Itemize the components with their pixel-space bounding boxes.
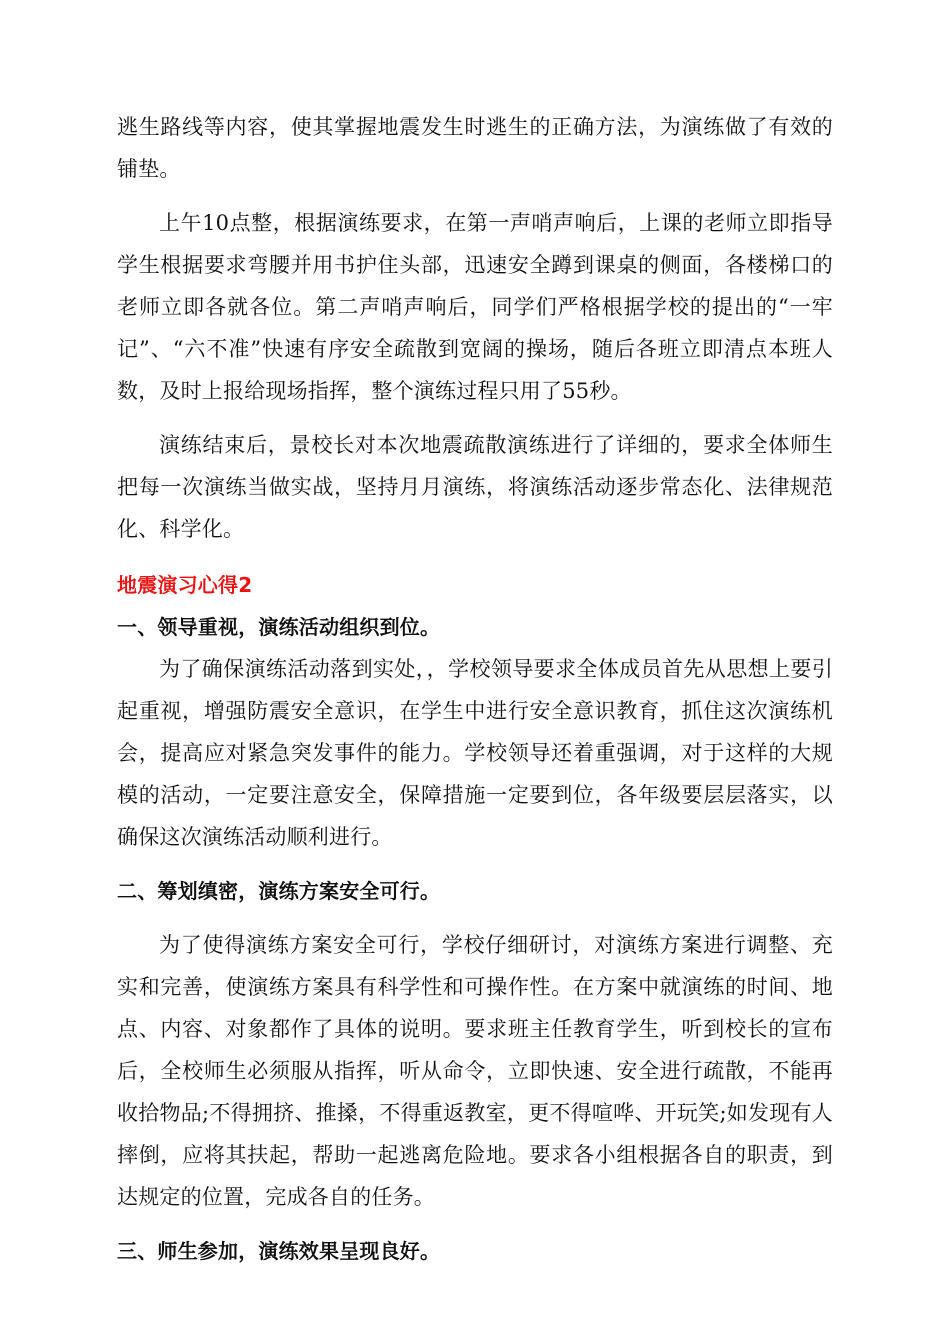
section-heading-2: 二、筹划缜密，演练方案安全可行。 <box>117 879 441 903</box>
paragraph-drill-process: 上午10点整，根据演练要求，在第一声哨声响后，上课的老师立即指导学生根据要求弯腰并用书护住头部，迅速安全蹲到课桌的侧面，各楼梯口的老师立即各就各位。第二声哨声响后，同学们严格根据学校的提出的“一牢记”、“六不准”快速有序安全疏散到宽阔的操场，随后各班立即清点本班人数，及时上报给现场指挥，整个演练过程只用了55秒。 <box>117 211 833 403</box>
document-body <box>117 106 833 1272</box>
section-title: 地震演习心得2 <box>117 573 253 597</box>
section-heading-3: 三、师生参加，演练效果呈现良好。 <box>117 1239 441 1263</box>
paragraph-drill-summary: 演练结束后，景校长对本次地震疏散演练进行了详细的，要求全体师生把每一次演练当做实战，坚持月月演练，将演练活动逐步常态化、法律规范化、科学化。 <box>117 433 833 541</box>
section-heading-1: 一、领导重视，演练活动组织到位。 <box>117 615 441 639</box>
paragraph-continued: 逃生路线等内容，使其掌握地震发生时逃生的正确方法，为演练做了有效的铺垫。 <box>117 115 833 181</box>
section-body-2: 为了使得演练方案安全可行，学校仔细研讨，对演练方案进行调整、充实和完善，使演练方案具有科学性和可操作性。在方案中就演练的时间、地点、内容、对象都作了具体的说明。要求班主任教育学生，听到校长的宣布后，全校师生必须服从指挥，听从命令，立即快速、安全进行疏散，不能再收拾物品;不得拥挤、推搡，不得重返教室，更不得喧哗、开玩笑;如发现有人摔倒，应将其扶起，帮助一起逃离危险地。要求各小组根据各自的职责，到达规定的位置，完成各自的任务。 <box>117 933 833 1209</box>
section-body-1: 为了确保演练活动落到实处，，学校领导要求全体成员首先从思想上要引起重视，增强防震安全意识，在学生中进行安全意识教育，抓住这次演练机会，提高应对紧急突发事件的能力。学校领导还着重强调，对于这样的大规模的活动，一定要注意安全，保障措施一定要到位，各年级要层层落实，以确保这次演练活动顺利进行。 <box>117 657 833 849</box>
